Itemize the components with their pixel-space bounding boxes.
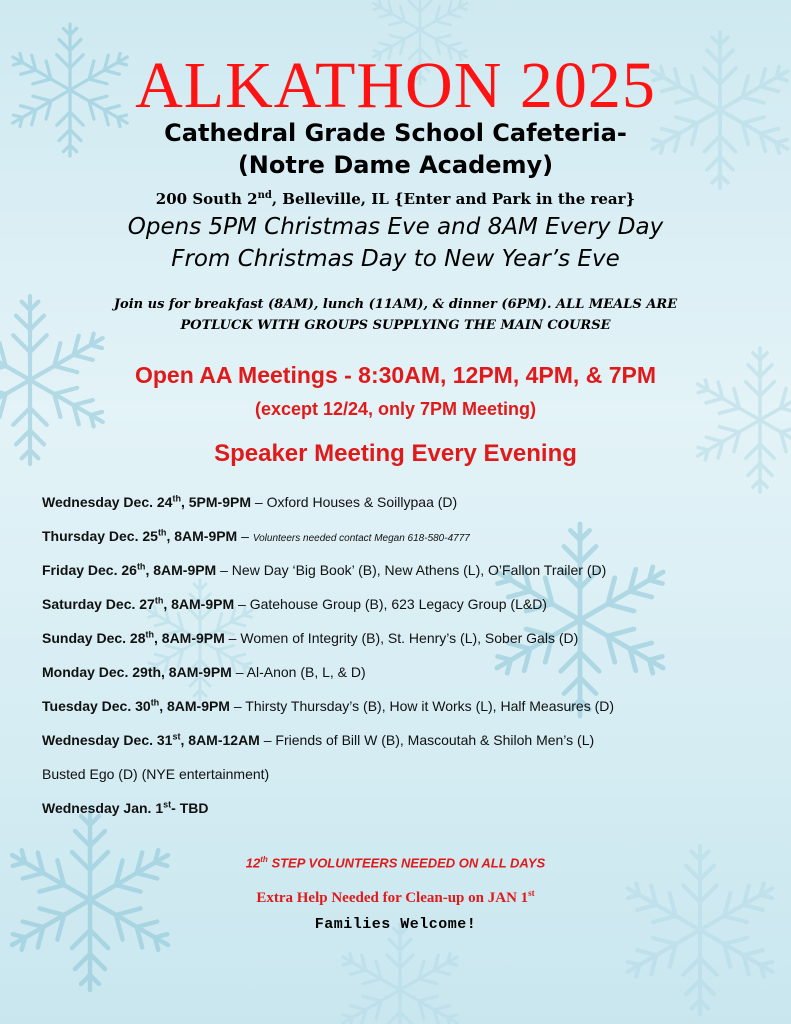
- schedule-time: , 8AM-9PM: [166, 528, 238, 544]
- schedule-day: Wednesday Dec. 31: [42, 732, 173, 748]
- schedule-groups: – Women of Integrity (B), St. Henry’s (L), Sober Gals (D): [224, 630, 579, 646]
- schedule-time: , 8AM-9PM: [163, 596, 235, 612]
- schedule-row: [42, 560, 772, 583]
- schedule-day-suffix: th: [154, 595, 164, 606]
- schedule-groups: – Friends of Bill W (B), Mascoutah & Shiloh Men’s (L): [259, 732, 595, 748]
- schedule-day: Wednesday Dec. 24: [42, 494, 173, 510]
- schedule-row: [42, 594, 772, 617]
- schedule-groups: –: [237, 528, 253, 544]
- schedule-time: - TBD: [171, 800, 209, 816]
- schedule-day: Thursday Dec. 25: [42, 528, 158, 544]
- schedule-day: Sunday Dec. 28: [42, 630, 146, 646]
- schedule-groups: Busted Ego (D) (NYE entertainment): [42, 766, 270, 782]
- schedule-groups: – Gatehouse Group (B), 623 Legacy Group (L&D): [234, 596, 547, 612]
- schedule-day: Friday Dec. 26: [42, 562, 137, 578]
- schedule-day: Monday Dec. 29th: [42, 664, 162, 680]
- volunteers-suffix: th: [260, 855, 268, 864]
- schedule-day: Wednesday Jan. 1: [42, 800, 164, 816]
- schedule-row: [42, 662, 772, 685]
- schedule-time: , 5PM-9PM: [180, 494, 251, 510]
- address: [0, 185, 791, 210]
- opening-hours-line1: Opens 5PM Christmas Eve and 8AM Every Day: [127, 214, 664, 240]
- cleanup-notice: [0, 882, 791, 909]
- schedule-row: [42, 526, 772, 549]
- schedule-day-suffix: th: [157, 527, 167, 538]
- schedule-time: , 8AM-12AM: [180, 732, 260, 748]
- schedule-day-suffix: th: [172, 493, 181, 504]
- schedule-day: Saturday Dec. 27: [42, 596, 155, 612]
- volunteers-notice: [0, 850, 791, 873]
- aa-meetings-heading: Open AA Meetings - 8:30AM, 12PM, 4PM, & 7PM: [134, 362, 656, 388]
- schedule-day-suffix: th: [136, 561, 146, 572]
- schedule-row: [42, 764, 772, 787]
- schedule-groups: – Oxford Houses & Soillypaa (D): [251, 494, 458, 510]
- schedule-row: [42, 730, 772, 753]
- schedule-day-suffix: st: [163, 799, 172, 810]
- meals-info-line1: Join us for breakfast (8AM), lunch (11AM), & dinner (6PM). ALL MEALS ARE: [113, 297, 678, 312]
- page-title: ALKATHON 2025: [135, 49, 656, 122]
- volunteers-text: STEP VOLUNTEERS NEEDED ON ALL DAYS: [267, 855, 546, 871]
- venue-alt-name: (Notre Dame Academy): [237, 151, 554, 179]
- schedule-time: , 8AM-9PM: [154, 630, 225, 646]
- address-superscript: nd: [257, 190, 272, 201]
- speaker-meeting-heading: Speaker Meeting Every Evening: [214, 440, 577, 467]
- address-text: 200 South 2: [155, 190, 258, 208]
- volunteers-number: 12: [245, 855, 261, 871]
- families-welcome: Families Welcome!: [314, 916, 477, 933]
- schedule-time: , 8AM-9PM: [145, 562, 217, 578]
- aa-meetings-note: (except 12/24, only 7PM Meeting): [254, 399, 537, 419]
- schedule-groups: – Al-Anon (B, L, & D): [231, 664, 366, 680]
- schedule-groups: – New Day ‘Big Book’ (B), New Athens (L), O’Fallon Trailer (D): [216, 562, 607, 578]
- schedule-day-suffix: th: [150, 697, 160, 708]
- cleanup-suffix: st: [528, 888, 535, 898]
- schedule-row: [42, 696, 772, 719]
- schedule-row: [42, 628, 772, 651]
- schedule-time: , 8AM-9PM: [159, 698, 230, 714]
- address-text-rest: , Belleville, IL {Enter and Park in the rear}: [271, 190, 636, 208]
- meals-info-line2: POTLUCK WITH GROUPS SUPPLYING THE MAIN COURSE: [180, 318, 611, 333]
- schedule-time: , 8AM-9PM: [161, 664, 232, 680]
- opening-hours-line2: From Christmas Day to New Year’s Eve: [171, 246, 620, 272]
- cleanup-text: Extra Help Needed for Clean-up on JAN 1: [256, 890, 529, 906]
- schedule-day-suffix: st: [172, 731, 181, 742]
- schedule-groups: – Thirsty Thursday’s (B), How it Works (L), Half Measures (D): [229, 698, 615, 714]
- schedule-day: Tuesday Dec. 30: [42, 698, 151, 714]
- schedule-note: Volunteers needed contact Megan 618-580-4777: [252, 533, 470, 544]
- schedule-row: [42, 492, 772, 515]
- schedule-day-suffix: th: [145, 629, 154, 640]
- venue-name: Cathedral Grade School Cafeteria-: [164, 119, 627, 147]
- schedule-row: [42, 798, 772, 821]
